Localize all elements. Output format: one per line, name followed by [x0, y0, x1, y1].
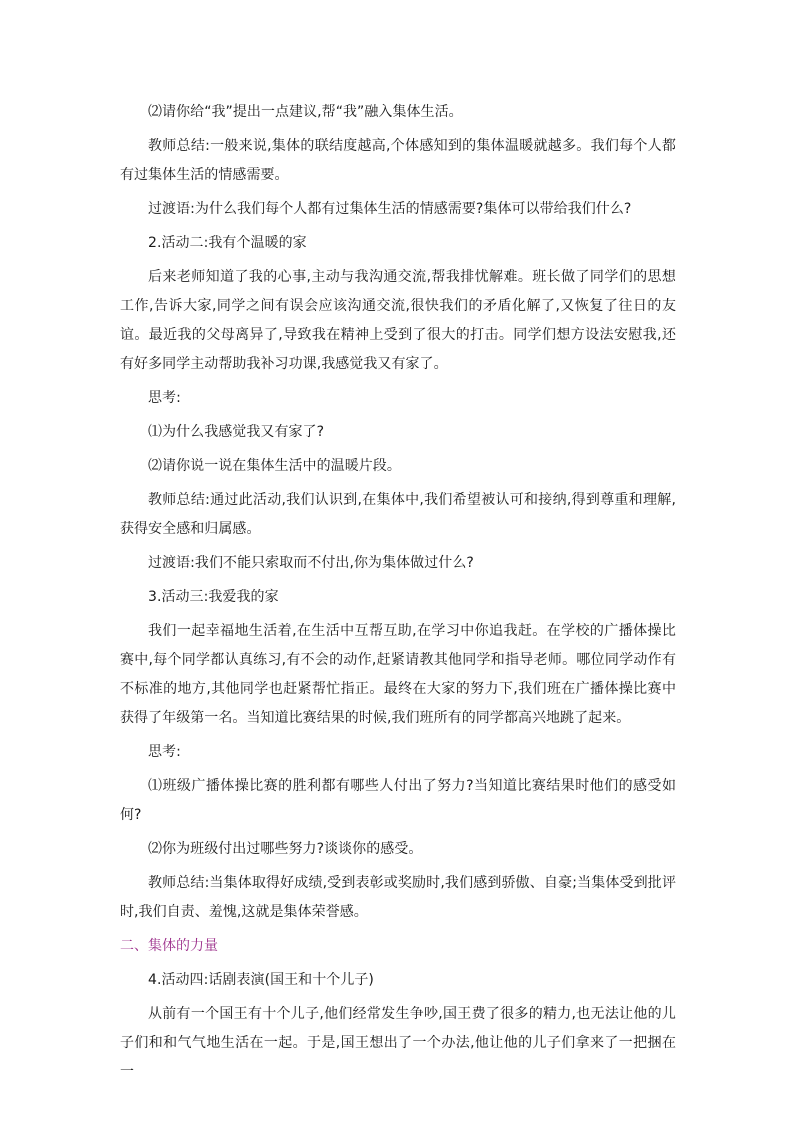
paragraph-activity-2-title: 2.活动二:我有个温暖的家 — [148, 235, 307, 251]
paragraph-think-2: 思考: — [148, 744, 181, 760]
paragraph-activity-3-title: 3.活动三:我爱我的家 — [148, 589, 279, 605]
paragraph-think-1: 思考: — [148, 390, 181, 406]
paragraph-question-1: ⑴为什么我感觉我又有家了? — [148, 424, 325, 440]
paragraph-activity-2-story: 后来老师知道了我的心事,主动与我沟通交流,帮我排忧解难。班长做了同学们的思想工作,告诉大家,同学之间有误会应该沟通交流,很快我们的矛盾化解了,又恢复了往日的友谊。最近我的父母离异了,导致我在精神上受到了很大的打击。同学们想方设法安慰我,还有好多同学主动帮助我补习功课,我感觉我又有家了。 — [120, 269, 676, 372]
paragraph-activity-4-story: 从前有一个国王有十个儿子,他们经常发生争吵,国王费了很多的精力,也无法让他的儿子们和和气气地生活在一起。于是,国王想出了一个办法,他让他的儿子们拿来了一把捆在一 — [120, 1006, 676, 1080]
paragraph-transition-1: 过渡语:为什么我们每个人都有过集体生活的情感需要?集体可以带给我们什么? — [148, 201, 632, 217]
paragraph-question-4: ⑵你为班级付出过哪些努力?谈谈你的感受。 — [148, 841, 423, 857]
paragraph-suggestion-question: ⑵请你给“我”提出一点建议,帮“我”融入集体生活。 — [148, 104, 463, 120]
document-body — [120, 98, 676, 1092]
paragraph-activity-3-story: 我们一起幸福地生活着,在生活中互帮互助,在学习中你追我赶。在学校的广播体操比赛中,每个同学都认真练习,有不会的动作,赶紧请教其他同学和指导老师。哪位同学动作有不标准的地方,其他同学也赶紧帮忙指正。最终在大家的努力下,我们班在广播体操比赛中获得了年级第一名。当知道比赛结果的时候,我们班所有的同学都高兴地跳了起来。 — [120, 623, 676, 726]
section-heading: 二、集体的力量 — [120, 938, 218, 954]
paragraph-teacher-summary-2: 教师总结:通过此活动,我们认识到,在集体中,我们希望被认可和接纳,得到尊重和理解,获得安全感和归属感。 — [120, 492, 676, 537]
paragraph-question-2: ⑵请你说一说在集体生活中的温暖片段。 — [148, 458, 401, 474]
paragraph-teacher-summary-1: 教师总结:一般来说,集体的联结度越高,个体感知到的集体温暖就越多。我们每个人都有过集体生活的情感需要。 — [120, 138, 676, 183]
paragraph-activity-4-title: 4.活动四:话剧表演(国王和十个儿子) — [148, 972, 374, 988]
paragraph-teacher-summary-3: 教师总结:当集体取得好成绩,受到表彰或奖励时,我们感到骄傲、自豪;当集体受到批评时,我们自责、羞愧,这就是集体荣誉感。 — [120, 875, 676, 920]
paragraph-question-3: ⑴班级广播体操比赛的胜利都有哪些人付出了努力?当知道比赛结果时他们的感受如何? — [120, 778, 676, 823]
paragraph-transition-2: 过渡语:我们不能只索取而不付出,你为集体做过什么? — [148, 555, 474, 571]
